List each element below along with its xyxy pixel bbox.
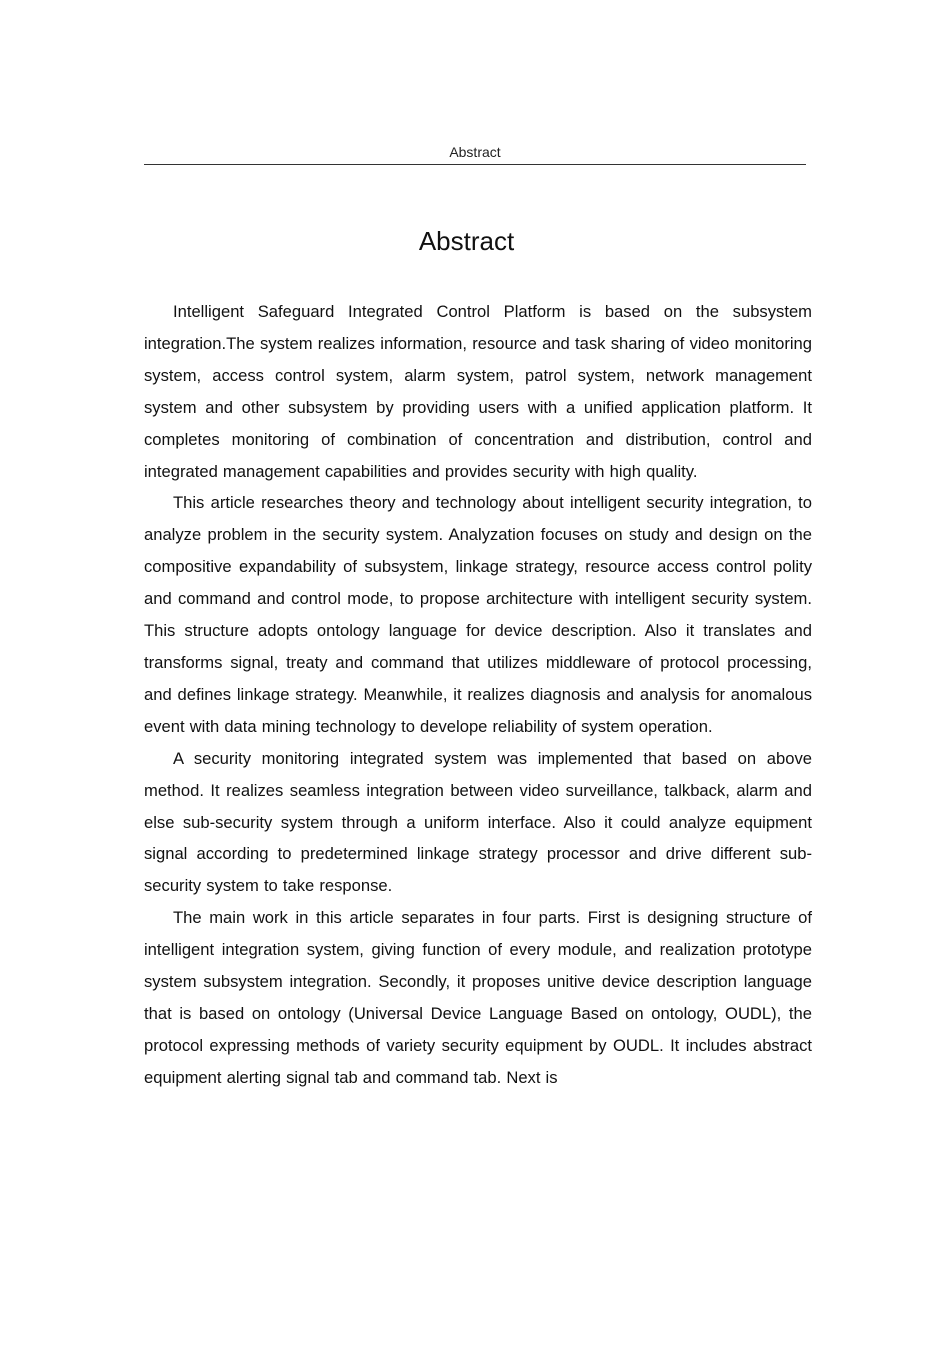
paragraph-3: A security monitoring integrated system was implemented that based on above method. It realizes seamless integration between video surveillance, talkback, alarm and else sub-security system through a uniform interface. Also it could analyze equipment signal according to predetermined linkage strategy processor and drive different sub-security system to take response.: [144, 748, 812, 896]
paragraph-1: Intelligent Safeguard Integrated Control Platform is based on the subsystem integration.The system realizes information, resource and task sharing of video monitoring system, access control system, alarm system, patrol system, network management system and other subsystem by providing users with a unified application platform. It completes monitoring of combination of concentration and distribution, control and integrated management capabilities and provides security with high quality.: [144, 302, 812, 481]
page-title: Abstract: [418, 226, 515, 256]
paragraph-2: This article researches theory and technology about intelligent security integration, to analyze problem in the security system. Analyzation focuses on study and design on the compositive expandability of subsystem, linkage strategy, resource access control polity and command and control mode, to propose architecture with intelligent security system. This structure adopts ontology language for device description. Also it translates and transforms signal, treaty and command that utilizes middleware of protocol processing, and defines linkage strategy. Meanwhile, it realizes diagnosis and analysis for anomalous event with data mining technology to develope reliability of system operation.: [144, 493, 812, 736]
paragraph-4: The main work in this article separates in four parts. First is designing structure of intelligent integration system, giving function of every module, and realization prototype system subsystem integration. Secondly, it proposes unitive device description language that is based on ontology (Universal Device Language Based on ontology, OUDL), the protocol expressing methods of variety security equipment by OUDL. It includes abstract equipment alerting signal tab and command tab. Next is: [144, 908, 812, 1087]
header-rule: [144, 164, 806, 165]
abstract-body: [144, 296, 812, 1094]
running-header: Abstract: [449, 144, 501, 160]
